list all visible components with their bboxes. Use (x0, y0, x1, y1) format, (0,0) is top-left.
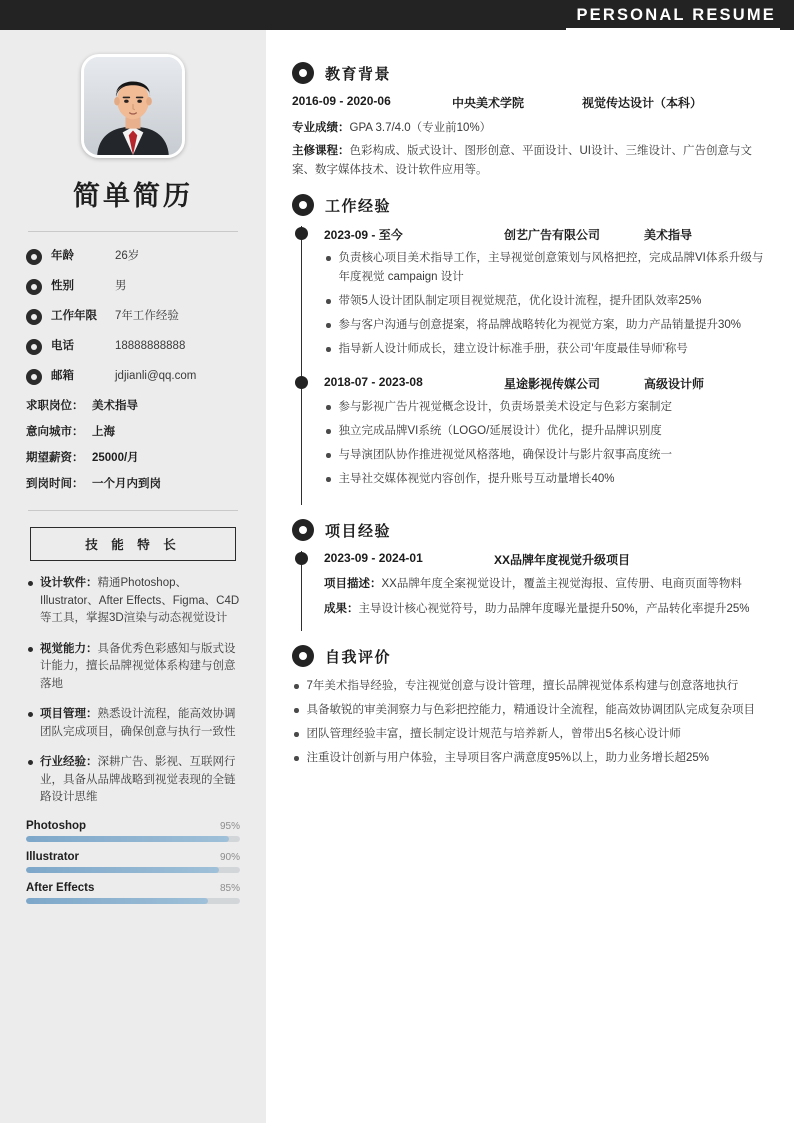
project-result-label: 成果： (324, 603, 359, 615)
project-description (324, 575, 768, 594)
work-date: 2018-07 - 2023-08 (324, 375, 423, 389)
list-item (26, 754, 240, 807)
dot-bullet-icon (326, 453, 331, 458)
section-header-education (292, 62, 768, 84)
ring-bullet-icon (292, 194, 314, 216)
skill-bars (26, 820, 240, 904)
timeline-dot-icon (295, 376, 308, 389)
skill-text: 具备优秀色彩感知与版式设计能力，擅长品牌视觉体系构建与创意落地 (40, 642, 236, 690)
education-gpa-label: 专业成绩： (292, 122, 350, 134)
section-title: 项目经验 (325, 522, 392, 540)
bar-percent: 95% (219, 820, 240, 832)
education-courses-value: 色彩构成、版式设计、图形创意、平面设计、UI设计、三维设计、广告创意与文案、数字媒体技术、设计软件应用等。 (292, 145, 752, 176)
info-value: 7年工作经验 (115, 310, 179, 322)
bar-label: Photoshop (26, 819, 87, 832)
education-courses (292, 142, 768, 180)
intent-label: 求职岗位： (26, 400, 84, 412)
list-item (26, 398, 240, 414)
info-label: 邮箱 (51, 370, 74, 382)
dot-bullet-icon (28, 581, 33, 586)
avatar (81, 54, 185, 158)
education-date: 2016-09 - 2020-06 (292, 94, 391, 108)
section-title: 工作经验 (325, 197, 392, 215)
list-item: 参与客户沟通与创意提案，将品牌战略转化为视觉方案，助力产品销量提升30% (324, 316, 768, 335)
ring-bullet-icon (26, 339, 42, 355)
section-title: 教育背景 (325, 65, 392, 83)
ring-bullet-icon (26, 249, 42, 265)
skill-text: 熟悉设计流程，能高效协调团队完成项目，确保创意与执行一致性 (40, 708, 236, 738)
skills-list (26, 575, 240, 807)
intent-value: 一个月内到岗 (92, 478, 161, 490)
list-item (26, 368, 240, 385)
ring-bullet-icon (26, 369, 42, 385)
dot-bullet-icon (326, 429, 331, 434)
job-intention-list (26, 398, 240, 492)
ring-bullet-icon (26, 309, 42, 325)
list-item (26, 450, 240, 466)
progress-fill (26, 898, 208, 904)
list-item: 负责核心项目美术指导工作，主导视觉创意策划与风格把控，完成品牌VI体系升级与年度视觉 campaign 设计 (324, 249, 768, 287)
dot-bullet-icon (326, 405, 331, 410)
info-value: 18888888888 (115, 340, 186, 352)
list-item: 团队管理经验丰富，擅长制定设计规范与培养新人，曾带出5名核心设计师 (292, 725, 768, 744)
education-row (292, 94, 768, 111)
progress-track (26, 836, 240, 842)
skill-title: 设计软件： (40, 577, 98, 589)
work-company: 创艺广告有限公司 (504, 228, 601, 242)
info-label: 年龄 (51, 250, 74, 262)
info-value: jdjianli@qq.com (115, 370, 197, 382)
ring-bullet-icon (26, 279, 42, 295)
ring-bullet-icon (292, 62, 314, 84)
divider-1 (28, 231, 238, 232)
work-bullets (324, 398, 768, 489)
dot-bullet-icon (28, 712, 33, 717)
candidate-name: 简单简历 (73, 181, 193, 211)
list-item: 注重设计创新与用户体验，主导项目客户满意度95%以上，助力业务增长超25% (292, 749, 768, 768)
section-header-work (292, 194, 768, 216)
education-gpa (292, 119, 768, 138)
divider-2 (28, 510, 238, 511)
education-school: 中央美术学院 (452, 96, 525, 110)
info-value: 26岁 (115, 250, 140, 262)
dot-bullet-icon (28, 647, 33, 652)
list-item (26, 248, 240, 265)
project-result (324, 600, 768, 619)
work-role: 美术指导 (644, 228, 693, 242)
ring-bullet-icon (292, 645, 314, 667)
project-timeline (301, 551, 768, 631)
list-item (26, 338, 240, 355)
dot-bullet-icon (294, 756, 299, 761)
work-timeline (301, 226, 768, 505)
dot-bullet-icon (326, 347, 331, 352)
skill-title: 项目管理： (40, 708, 98, 720)
intent-label: 意向城市： (26, 426, 84, 438)
dot-bullet-icon (294, 732, 299, 737)
intent-label: 期望薪资： (26, 452, 84, 464)
education-gpa-value: GPA 3.7/4.0（专业前10%） (349, 122, 492, 134)
list-item (26, 476, 240, 492)
avatar-photo-icon (84, 57, 182, 155)
project-name: XX品牌年度视觉升级项目 (494, 553, 631, 567)
list-item: 参与影视广告片视觉概念设计，负责场景美术设定与色彩方案制定 (324, 398, 768, 417)
skill-title: 视觉能力： (40, 642, 98, 655)
work-entry (324, 226, 768, 375)
progress-track (26, 898, 240, 904)
list-item (26, 851, 240, 873)
intent-value: 美术指导 (92, 400, 138, 412)
list-item (26, 641, 240, 694)
list-item (26, 820, 240, 842)
section-header-self-evaluation (292, 645, 768, 667)
dot-bullet-icon (326, 299, 331, 304)
work-date: 2023-09 - 至今 (324, 228, 403, 242)
work-bullets (324, 249, 768, 359)
main-content (266, 30, 794, 1123)
list-item: 具备敏锐的审美洞察力与色彩把控能力，精通设计全流程，能高效协调团队完成复杂项目 (292, 701, 768, 720)
timeline-dot-icon (295, 552, 308, 565)
skills-heading: 技 能 特 长 (30, 527, 236, 561)
section-header-project (292, 519, 768, 541)
self-evaluation-bullets (292, 677, 768, 768)
dot-bullet-icon (294, 708, 299, 713)
education-courses-label: 主修课程： (292, 145, 350, 157)
list-item (26, 575, 240, 628)
contact-info-list (26, 248, 240, 385)
info-label: 工作年限 (51, 310, 97, 322)
dot-bullet-icon (28, 760, 33, 765)
work-entry (324, 375, 768, 505)
list-item: 7年美术指导经验，专注视觉创意与设计管理，擅长品牌视觉体系构建与创意落地执行 (292, 677, 768, 696)
dot-bullet-icon (326, 323, 331, 328)
list-item (26, 424, 240, 440)
progress-fill (26, 836, 229, 842)
timeline-dot-icon (295, 227, 308, 240)
skill-title: 行业经验： (40, 756, 98, 768)
list-item (26, 278, 240, 295)
list-item: 指导新人设计师成长，建立设计标准手册，获公司'年度最佳导师'称号 (324, 340, 768, 359)
work-company: 星途影视传媒公司 (504, 377, 601, 391)
dot-bullet-icon (326, 256, 331, 261)
bar-label: Illustrator (26, 850, 80, 863)
project-desc-value: XX品牌年度全案视觉设计，覆盖主视觉海报、宣传册、电商页面等物料 (381, 578, 742, 590)
resume-title: PERSONAL RESUME (566, 0, 780, 30)
info-label: 电话 (51, 340, 74, 352)
list-item: 独立完成品牌VI系统（LOGO/延展设计）优化，提升品牌识别度 (324, 422, 768, 441)
info-label: 性别 (51, 280, 74, 292)
project-entry (324, 551, 768, 631)
project-result-value: 主导设计核心视觉符号，助力品牌年度曝光量提升50%，产品转化率提升25% (358, 603, 750, 615)
skill-text: 深耕广告、影视、互联网行业，具备从品牌战略到视觉表现的全链路设计思维 (40, 756, 236, 803)
bar-percent: 85% (219, 882, 240, 894)
info-value: 男 (115, 280, 127, 292)
section-title: 自我评价 (325, 648, 392, 666)
dot-bullet-icon (326, 477, 331, 482)
progress-fill (26, 867, 219, 873)
intent-value: 上海 (92, 426, 115, 438)
bar-percent: 90% (219, 851, 240, 863)
intent-label: 到岗时间： (26, 478, 84, 490)
list-item: 与导演团队协作推进视觉风格落地，确保设计与影片叙事高度统一 (324, 446, 768, 465)
bar-label: After Effects (26, 881, 95, 894)
list-item: 主导社交媒体视觉内容创作，提升账号互动量增长40% (324, 470, 768, 489)
skill-text: 精通Photoshop、Illustrator、After Effects、Figma、C4D等工具，掌握3D渲染与动态视觉设计 (40, 577, 240, 624)
ring-bullet-icon (292, 519, 314, 541)
project-date: 2023-09 - 2024-01 (324, 551, 423, 565)
project-desc-label: 项目描述： (324, 578, 382, 590)
intent-value: 25000/月 (92, 452, 139, 464)
list-item (26, 308, 240, 325)
list-item (26, 882, 240, 904)
work-role: 高级设计师 (644, 377, 705, 391)
sidebar (0, 30, 266, 1123)
education-major: 视觉传达设计（本科） (582, 96, 703, 110)
dot-bullet-icon (294, 684, 299, 689)
list-item: 带领5人设计团队制定项目视觉规范，优化设计流程，提升团队效率25% (324, 292, 768, 311)
list-item (26, 706, 240, 741)
progress-track (26, 867, 240, 873)
